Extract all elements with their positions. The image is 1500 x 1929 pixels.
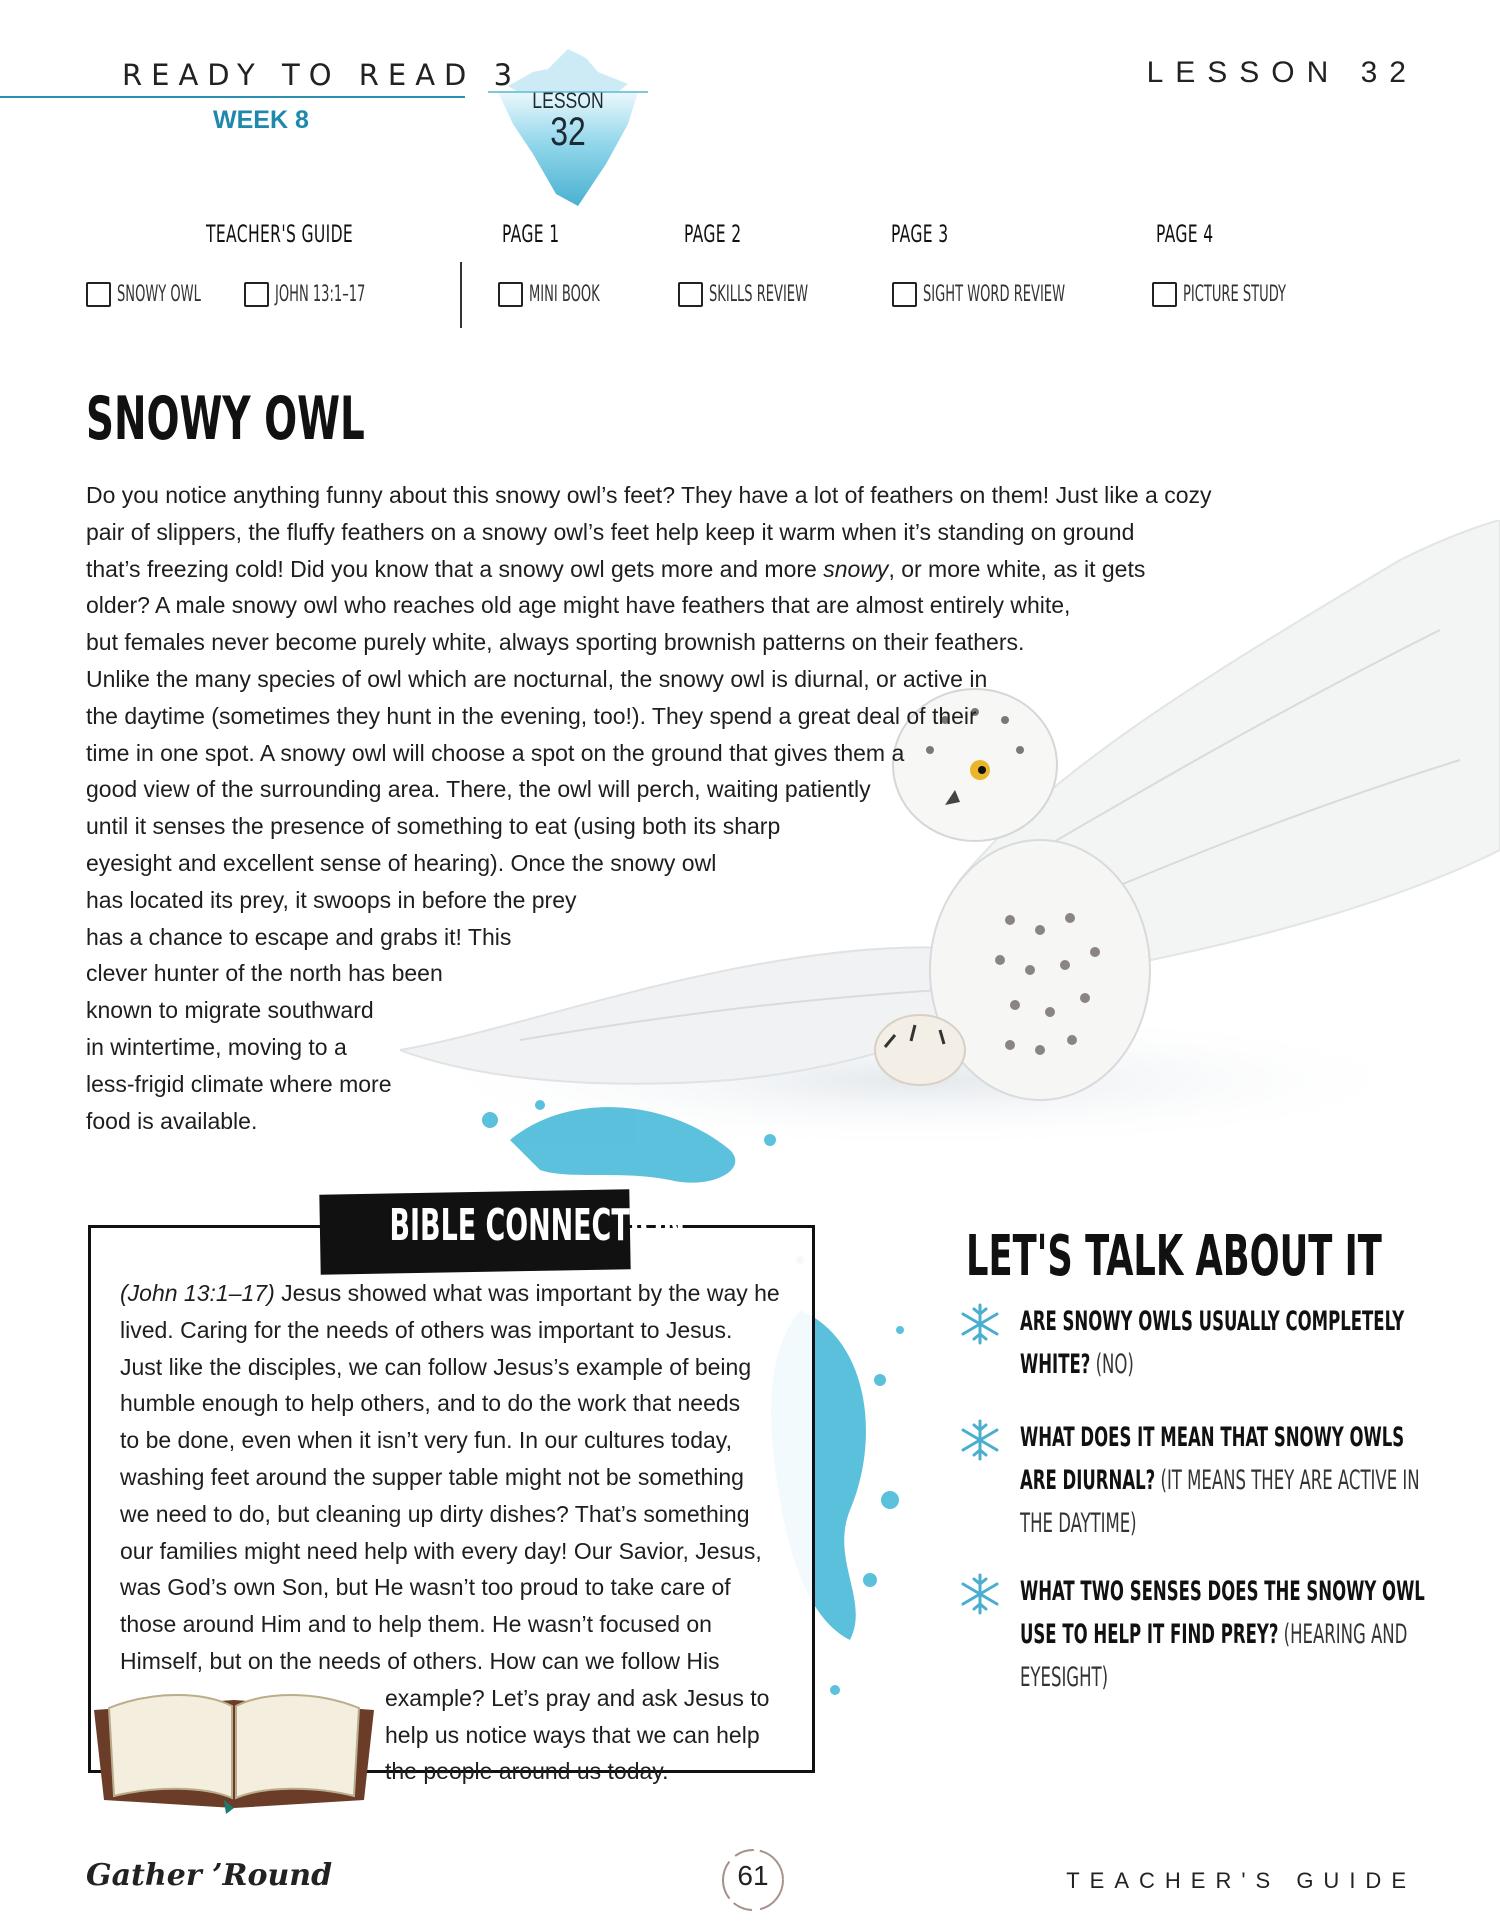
week-label: WEEK 8	[213, 106, 309, 134]
article-line: food is available.	[86, 1107, 258, 1134]
bible-line: to be done, even when it isn’t very fun. In our cultures today,	[120, 1427, 732, 1454]
checklist-label: SIGHT WORD REVIEW	[923, 282, 1065, 307]
article-line: in wintertime, moving to a	[86, 1034, 347, 1060]
bible-line: our families might need help with every day! Our Savior, Jesus,	[120, 1537, 762, 1564]
col-heading-page-3: PAGE 3	[891, 220, 949, 248]
article-line: known to migrate southward	[86, 997, 374, 1024]
article-line: that’s freezing cold! Did you know that a snowy owl gets more and more snowy, or more white, as it gets	[86, 555, 1146, 582]
snowflake-icon	[958, 1418, 1002, 1462]
checklist-item-skills-review[interactable]	[678, 282, 859, 307]
article-line: time in one spot. A snowy owl will choose a spot on the ground that gives them a	[86, 739, 905, 766]
answer-text: (HEARING AND EYESIGHT)	[1020, 1619, 1408, 1693]
bible-line: Himself, but on the needs of others. How can we follow His	[120, 1648, 720, 1674]
answer-text: (IT MEANS THEY ARE ACTIVE IN THE DAYTIME)	[1020, 1465, 1420, 1539]
article-line: older? A male snowy owl who reaches old age might have feathers that are almost entirely white,	[86, 592, 1071, 619]
checklist-item-sight-word-review[interactable]	[892, 282, 1138, 307]
article-line: Do you notice anything funny about this snowy owl’s feet? They have a lot of feathers on them! Just like a cozy	[86, 482, 1212, 508]
checkbox[interactable]	[498, 282, 523, 307]
bible-line: was God’s own Son, but He wasn’t too proud to take care of	[120, 1574, 731, 1601]
article-line: pair of slippers, the fluffy feathers on a snowy owl’s feet help keep it warm when it’s standing on ground	[86, 518, 1135, 545]
bible-line: help us notice ways that we can help	[385, 1721, 760, 1748]
checklist-label: SKILLS REVIEW	[709, 282, 808, 307]
checklist-label: PICTURE STUDY	[1183, 282, 1286, 307]
checklist-item-picture-study[interactable]	[1152, 282, 1339, 307]
bible-line: example? Let’s pray and ask Jesus to	[385, 1684, 770, 1711]
checkbox[interactable]	[244, 282, 269, 307]
bible-line: washing feet around the supper table might not be something	[120, 1464, 744, 1490]
badge-lesson-number: 32	[550, 110, 586, 154]
series-title: READY TO READ 3	[122, 58, 522, 92]
article-line: the daytime (sometimes they hunt in the evening, too!). They spend a great deal of their	[86, 702, 977, 729]
article-line: good view of the surrounding area. There, the owl will perch, waiting patiently	[86, 776, 871, 803]
checkbox[interactable]	[892, 282, 917, 307]
bible-line: we need to do, but cleaning up dirty dishes? That’s something	[120, 1500, 750, 1527]
checkbox[interactable]	[86, 282, 111, 307]
checkbox[interactable]	[678, 282, 703, 307]
question-item	[1020, 1416, 1428, 1545]
snowflake-icon	[958, 1302, 1002, 1346]
lesson-label: LESSON 32	[1146, 56, 1418, 89]
talk-title: LET'S TALK ABOUT IT	[966, 1224, 1382, 1289]
article-title: SNOWY OWL	[86, 384, 365, 454]
checkbox[interactable]	[1152, 282, 1177, 307]
divider	[460, 262, 462, 328]
bible-line: (John 13:1–17) Jesus showed what was important by the way he	[120, 1280, 780, 1306]
article-line: eyesight and excellent sense of hearing). Once the snowy owl	[86, 850, 717, 876]
col-heading-page-1: PAGE 1	[502, 220, 560, 248]
question-text: ARE SNOWY OWLS USUALLY COMPLETELY WHITE?	[1020, 1306, 1405, 1380]
checklist-label: MINI BOOK	[529, 282, 600, 307]
brand-logo: Gather ’Round	[86, 1858, 333, 1893]
checklist-item-mini-book[interactable]	[498, 282, 636, 307]
article-line: until it senses the presence of something to eat (using both its sharp	[86, 813, 781, 840]
article-line: less-frigid climate where more	[86, 1070, 392, 1097]
article-line: Unlike the many species of owl which are nocturnal, the snowy owl is diurnal, or active in	[86, 666, 988, 692]
article-line: has a chance to escape and grabs it! This	[86, 923, 512, 950]
article-line: clever hunter of the north has been	[86, 960, 443, 987]
bible-line: lived. Caring for the needs of others was important to Jesus.	[120, 1316, 733, 1343]
col-heading-teachers-guide: TEACHER'S GUIDE	[206, 220, 354, 248]
snowflake-icon	[958, 1572, 1002, 1616]
checklist-item-snowy-owl[interactable]	[86, 282, 244, 307]
bible-line: those around Him and to help them. He wasn’t focused on	[120, 1611, 712, 1638]
question-item	[1020, 1300, 1428, 1386]
article-line: but females never become purely white, always sporting brownish patterns on their feathers.	[86, 629, 1025, 656]
bible-line: humble enough to help others, and to do the work that needs	[120, 1390, 741, 1417]
header-rule	[0, 96, 465, 98]
checklist-item-john[interactable]	[244, 282, 412, 307]
badge-lesson-word: LESSON	[532, 88, 604, 113]
question-item	[1020, 1570, 1428, 1699]
bible-line: the people around us today.	[385, 1758, 669, 1785]
footer-guide-label: TEACHER'S GUIDE	[1066, 1868, 1416, 1893]
question-text: WHAT TWO SENSES DOES THE SNOWY OWL USE TO HELP IT FIND PREY?	[1020, 1576, 1425, 1650]
bible-line: Just like the disciples, we can follow Jesus’s example of being	[120, 1353, 752, 1380]
page-number: 61	[737, 1860, 769, 1891]
open-bible-icon	[84, 1680, 384, 1815]
checklist-label: JOHN 13:1–17	[275, 282, 366, 307]
bible-connection-heading: BIBLE CONNECTION	[389, 1200, 686, 1251]
checklist-label: SNOWY OWL	[117, 282, 201, 307]
lesson-badge	[478, 90, 658, 152]
question-text: WHAT DOES IT MEAN THAT SNOWY OWLS ARE DIURNAL?	[1020, 1422, 1405, 1496]
col-heading-page-4: PAGE 4	[1156, 220, 1214, 248]
col-heading-page-2: PAGE 2	[684, 220, 742, 248]
answer-text: (NO)	[1095, 1349, 1134, 1380]
article-line: has located its prey, it swoops in before the prey	[86, 886, 577, 913]
